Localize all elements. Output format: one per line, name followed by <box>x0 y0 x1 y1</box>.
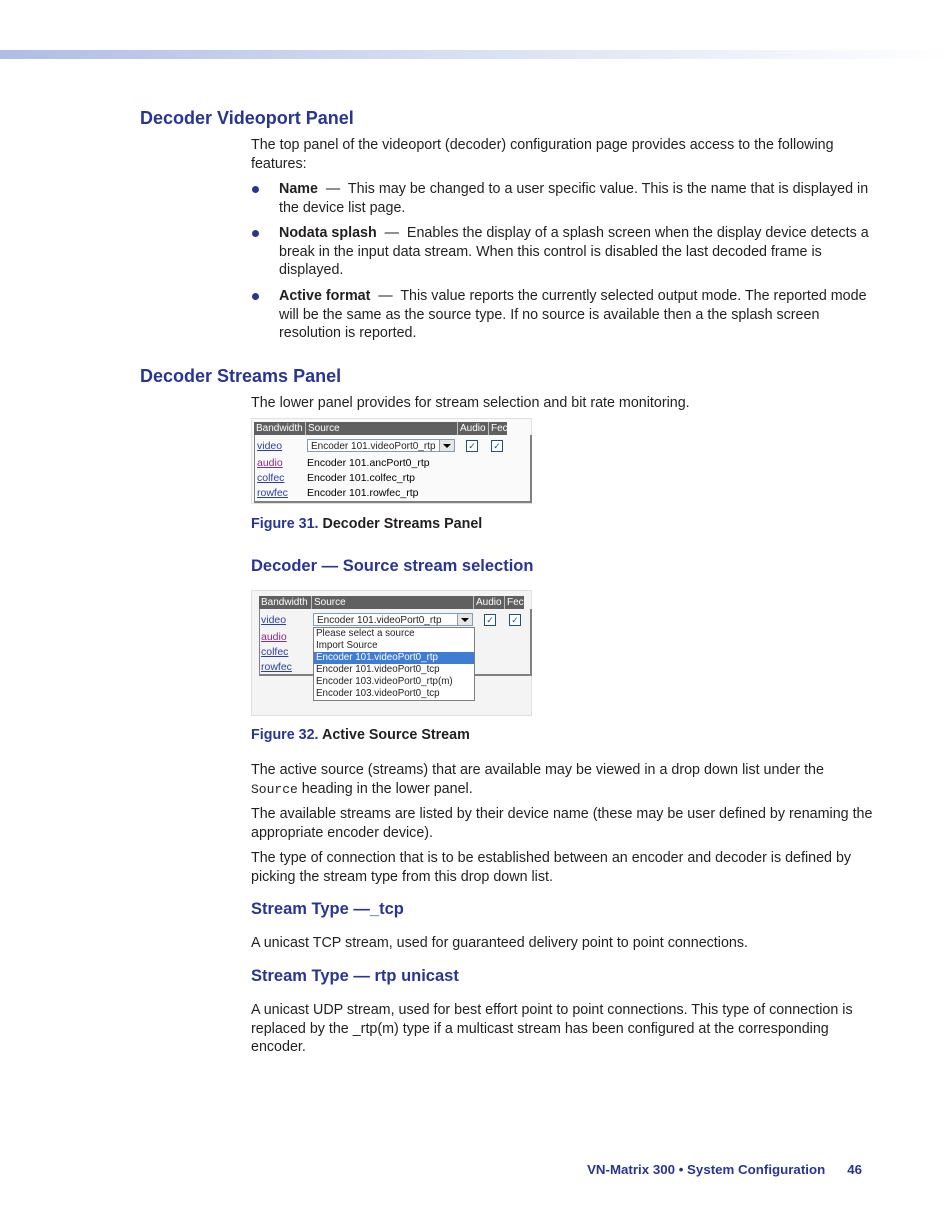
text: The active source (streams) that are available may be viewed in a drop down list under the <box>251 762 824 778</box>
term-description: Enables the display of a splash screen when the display device detects a break in the input data stream. When this control is disabled the last decoded frame is displayed. <box>279 225 869 279</box>
source-select-value: Encoder 101.videoPort0_rtp <box>311 441 436 452</box>
term-name: Name <box>279 181 318 197</box>
dash: — <box>370 287 401 304</box>
term-nodata-splash: Nodata splash <box>279 225 377 242</box>
col-source: Source <box>312 596 474 609</box>
link-rowfec[interactable]: rowfec <box>257 487 288 499</box>
streams-panel-screenshot <box>251 418 532 504</box>
rtp-description: A unicast UDP stream, used for best effort point to point connections. This type of connection is replaced by the _rtp(m) type if a multicast stream has been configured at the corresponding encoder. <box>251 1002 853 1056</box>
active-source-screenshot <box>251 590 532 716</box>
source-select-value: Encoder 101.videoPort0_rtp <box>317 615 442 626</box>
figure-label: Figure 31. <box>251 516 319 532</box>
tcp-description: A unicast TCP stream, used for guaranteed delivery point to point connections. <box>251 935 748 951</box>
videoport-intro: The top panel of the videoport (decoder) configuration page provides access to the following features: <box>251 137 834 172</box>
col-audio: Audio <box>458 422 489 435</box>
subheading-source-selection: Decoder — Source stream selection <box>251 557 534 575</box>
footer-title: VN-Matrix 300 • System Configuration <box>587 1162 826 1177</box>
subheading-rtp-unicast: Stream Type — rtp unicast <box>251 967 459 985</box>
bullet-icon <box>252 230 259 237</box>
term-description: This may be changed to a user specific value. This is the name that is displayed in the device list page. <box>279 181 869 216</box>
dropdown-option[interactable]: Please select a source <box>316 628 415 639</box>
source-dropdown-list <box>313 627 475 701</box>
chevron-down-icon[interactable] <box>439 440 454 451</box>
dash: — <box>376 225 407 242</box>
figure-title: Decoder Streams Panel <box>322 516 483 532</box>
dropdown-option-highlighted[interactable]: Encoder 101.videoPort0_rtp <box>314 652 474 664</box>
subheading-tcp: Stream Type —_tcp <box>251 900 404 918</box>
dropdown-option[interactable]: Encoder 103.videoPort0_rtp(m) <box>316 676 453 687</box>
figure-32-caption <box>251 727 470 743</box>
source-select-open[interactable] <box>313 613 473 626</box>
body-paragraph-active-source <box>251 761 873 799</box>
audio-checkbox[interactable]: ✓ <box>466 440 478 452</box>
term-description: This value reports the currently selected output mode. The reported mode will be the same as the source type. If no source is available then a the splash screen resolution is reported. <box>279 287 867 342</box>
link-rowfec[interactable]: rowfec <box>261 661 292 673</box>
dash: — <box>317 181 348 197</box>
streams-intro: The lower panel provides for stream selection and bit rate monitoring. <box>251 395 690 411</box>
dropdown-option[interactable]: Import Source <box>316 640 378 651</box>
panel-header <box>254 422 507 435</box>
dropdown-option[interactable]: Encoder 103.videoPort0_tcp <box>316 688 440 699</box>
link-video[interactable]: video <box>261 614 287 626</box>
figure-label: Figure 32. <box>251 727 319 743</box>
link-video[interactable]: video <box>257 440 283 452</box>
list-item <box>251 180 873 217</box>
link-audio[interactable]: audio <box>257 457 283 469</box>
link-audio[interactable]: audio <box>261 631 287 643</box>
col-fec: Fec <box>491 423 508 434</box>
body-paragraph-available-streams: The available streams are listed by their device name (these may be user defined by renaming the appropriate encoder device). <box>251 806 873 841</box>
source-audio: Encoder 101.ancPort0_rtp <box>307 457 430 469</box>
source-code-term: Source <box>251 781 298 797</box>
col-fec: Fec <box>507 597 524 608</box>
fec-checkbox[interactable]: ✓ <box>509 614 521 626</box>
page-number: 46 <box>847 1162 862 1177</box>
header-gradient-bar <box>0 50 950 59</box>
list-item <box>251 224 873 280</box>
link-colfec[interactable]: colfec <box>257 472 285 484</box>
section-heading-streams: Decoder Streams Panel <box>140 366 342 386</box>
source-rowfec: Encoder 101.rowfec_rtp <box>307 487 419 499</box>
col-source: Source <box>306 422 458 435</box>
fec-checkbox[interactable]: ✓ <box>491 440 503 452</box>
col-bandwidth: Bandwidth <box>259 596 312 609</box>
figure-31-caption <box>251 516 482 532</box>
body-paragraph-connection-type: The type of connection that is to be established between an encoder and decoder is defined by picking the stream type from this drop down list. <box>251 850 852 885</box>
page-footer <box>587 1162 862 1177</box>
col-bandwidth: Bandwidth <box>254 422 306 435</box>
section-heading-videoport: Decoder Videoport Panel <box>140 108 354 128</box>
dropdown-option[interactable]: Encoder 101.videoPort0_tcp <box>316 664 440 675</box>
chevron-down-icon[interactable] <box>457 614 472 625</box>
source-select[interactable] <box>307 439 455 452</box>
text: heading in the lower panel. <box>297 780 473 797</box>
col-audio: Audio <box>474 596 505 609</box>
panel-header <box>259 596 524 609</box>
bullet-icon <box>252 186 259 193</box>
bullet-icon <box>252 293 259 300</box>
figure-title: Active Source Stream <box>322 727 470 743</box>
list-item <box>251 287 873 343</box>
feature-list <box>251 180 873 350</box>
source-colfec: Encoder 101.colfec_rtp <box>307 472 415 484</box>
audio-checkbox[interactable]: ✓ <box>484 614 496 626</box>
link-colfec[interactable]: colfec <box>261 646 289 658</box>
term-active-format: Active format <box>279 287 371 304</box>
